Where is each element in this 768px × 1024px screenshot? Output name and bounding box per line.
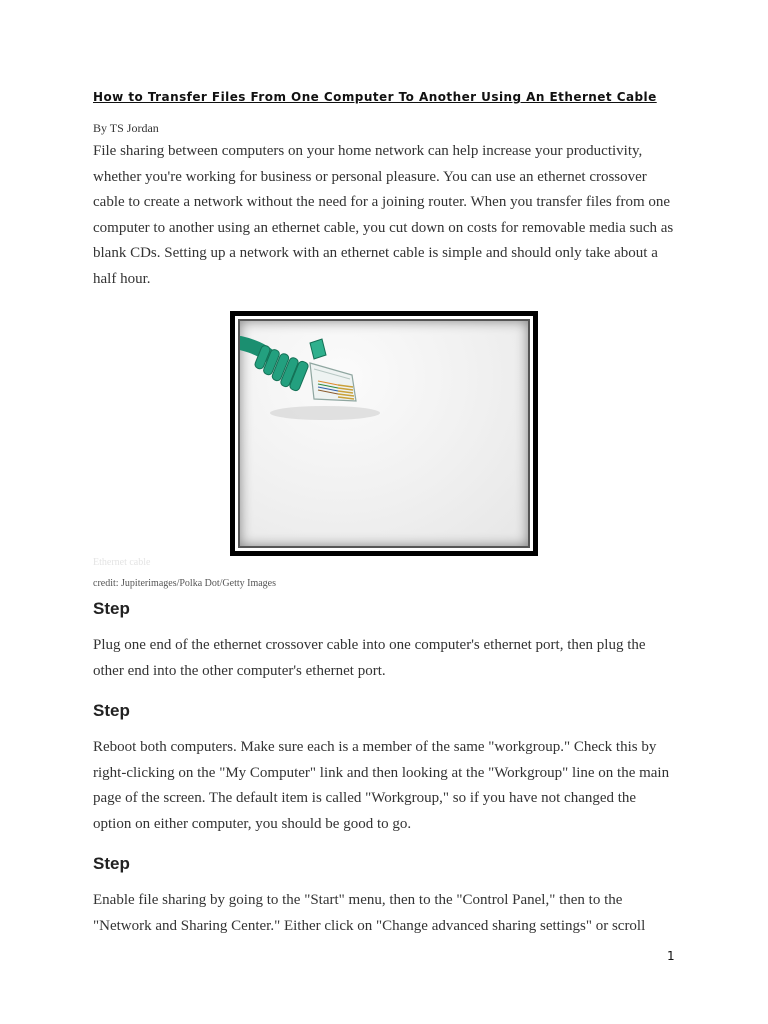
article-photo [230, 311, 538, 556]
intro-paragraph: File sharing between computers on your home network can help increase your productivity, whether you're working for business or personal pleasure. You can use an ethernet crossover cable to create a network without the need for a joining router. When you transfer files from one computer to another using an ethernet cable, you cut down on costs for removable media such as blank CDs. Setting up a network with an ethernet cable is simple and should only take about a half hour. [93, 143, 674, 287]
page-number: 1 [667, 949, 675, 963]
step-heading: Step [93, 854, 130, 873]
photo-caption: Ethernet cable [93, 557, 151, 568]
photo-credit: credit: Jupiterimages/Polka Dot/Getty Images [93, 578, 277, 589]
photo-mat [235, 316, 533, 551]
step-heading: Step [93, 599, 130, 618]
ethernet-cable-photo-icon [238, 319, 530, 548]
step-text: Enable file sharing by going to the "Start" menu, then to the "Control Panel," then to the "Network and Sharing Center." Either click on "Change advanced sharing settings" or scroll [93, 892, 646, 934]
byline: By TS Jordan [93, 121, 159, 135]
step-text: Reboot both computers. Make sure each is a member of the same "workgroup." Check this by right-clicking on the "My Computer" link and then looking at the "Workgroup" line on the main page of the screen. The default item is called "Workgroup," so if you have not changed the option on either computer, you should be good to go. [93, 739, 670, 832]
step-text: Plug one end of the ethernet crossover cable into one computer's ethernet port, then plug the other end into the other computer's ethernet port. [93, 637, 646, 679]
page-title: How to Transfer Files From One Computer To Another Using An Ethernet Cable [93, 90, 657, 104]
step-heading: Step [93, 701, 130, 720]
